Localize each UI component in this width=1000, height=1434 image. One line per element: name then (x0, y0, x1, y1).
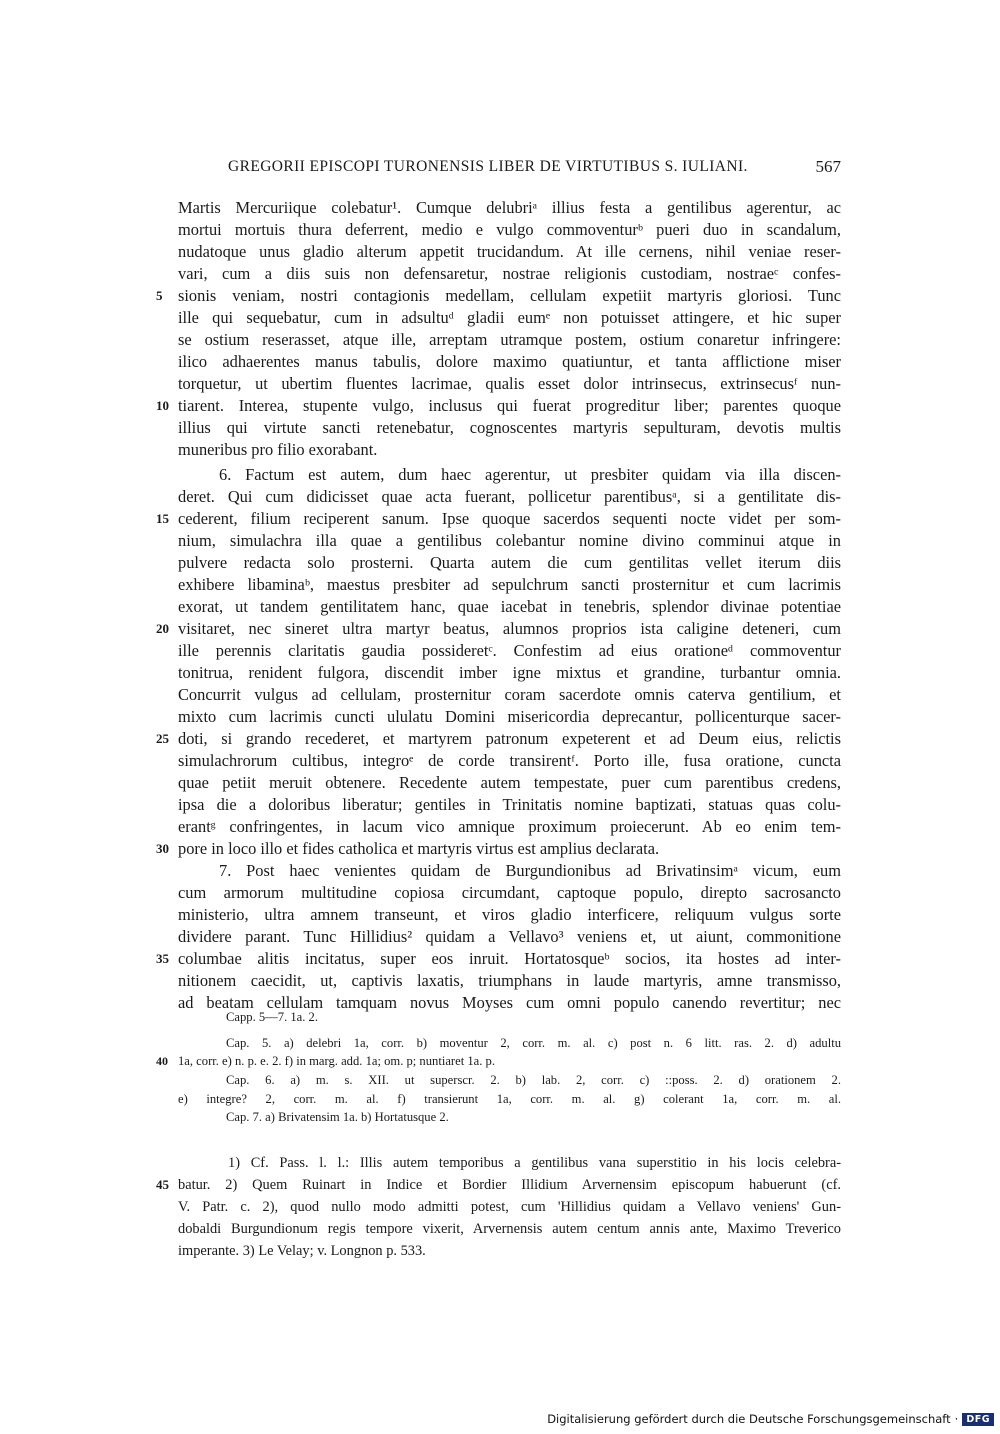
line-number: 35 (156, 951, 169, 966)
text-line: cederent, filium reciperent sanum. Ipse quoque sacerdos sequenti nocte videt per som- (178, 509, 841, 528)
line-number: 40 (156, 1054, 168, 1068)
apparatus-line: 1a, corr. e) n. p. e. 2. f) in marg. add. 1a; om. p; nuntiaret 1a. p. (178, 1054, 495, 1068)
text-line: mixto cum lacrimis cuncti ululatu Domini misericordia deprecantur, pollicenturque sacer- (178, 707, 841, 726)
text-line: quae petiit meruit obtenere. Recedente autem tempestate, puer cum parentibus credens, (178, 773, 841, 792)
text-line: visitaret, nec sineret ultra martyr beatus, alumnos proprios ista caligine deteneri, cum (178, 619, 841, 638)
text-line: Martis Mercuriique colebatur¹. Cumque delubriᵃ illius festa a gentilibus agerentur, ac (178, 198, 841, 217)
page-number: 567 (815, 157, 841, 176)
footnote-line: imperante. 3) Le Velay; v. Longnon p. 533. (178, 1243, 426, 1259)
text-line: doti, si grando recederet, et martyrem patronum expeterent et ad Deum eius, relictis (178, 729, 841, 748)
line-number: 20 (156, 621, 169, 636)
text-line: pulvere redacta solo prosterni. Quarta autem die cum gentilitas vellet iterum diis (178, 553, 841, 572)
text-line: cum armorum multitudine copiosa circumdant, captoque populo, direpto sacrosancto (178, 883, 841, 902)
text-line: simulachrorum cultibus, integroᵉ de corde transirentᶠ. Porto ille, fusa oratione, cuncta (178, 751, 841, 770)
dfg-logo: DFG (962, 1413, 994, 1426)
line-number: 5 (156, 288, 163, 303)
text-line: tonitrua, renident fulgora, discendit imber igne mixtus et grandine, turbantur omnia. (178, 663, 841, 682)
line-number: 10 (156, 398, 169, 413)
text-line: mortui mortuis thura deferrent, medio e vulgo commoventurᵇ pueri duo in scandalum, (178, 220, 841, 239)
text-line: sionis veniam, nostri contagionis medellam, cellulam expetiit martyris gloriosi. Tunc (178, 286, 841, 305)
text-line: vari, cum a diis suis non defensaretur, nostrae religionis custodiam, nostraeᶜ confes- (178, 264, 841, 283)
text-line: illius qui virtute sancti retenebatur, cognoscentes martyris sepulturam, devotis multis (178, 418, 841, 437)
footnote-line: V. Patr. c. 2), quod nullo modo admitti potest, cum 'Hillidius quidam a Vellavo veniens' Gun- (178, 1199, 841, 1215)
text-line: ilico adhaerentes manus tabulis, dolore maximo quatiuntur, et tanta afflictione miser (178, 352, 841, 371)
apparatus-line: Cap. 5. a) delebri 1a, corr. b) moventur 2, corr. m. al. c) post n. 6 litt. ras. 2. d) adultu (226, 1036, 841, 1050)
text-line: tiarent. Interea, stupente vulgo, inclusus qui fuerat progreditur liber; parentes quoque (178, 396, 841, 415)
text-line: ipsa die a doloribus liberatur; gentiles in Trinitatis nomine baptizati, statuas quas colu- (178, 795, 841, 814)
footnote-line: batur. 2) Quem Ruinart in Indice et Bordier Illidium Arvernensim episcopum habuerunt (cf. (178, 1177, 841, 1193)
digitization-footer: Digitalisierung gefördert durch die Deutsche Forschungsgemeinschaft · DFG (547, 1412, 994, 1426)
text-line: exorat, ut tandem gentilitatem hanc, quae iacebat in tenebris, splendor divinae potentiae (178, 597, 841, 616)
text-line: nitionem caecidit, ut, captivis laxatis, triumphans in laude martyris, amne transmisso, (178, 971, 841, 990)
text-line: exhibere libaminaᵇ, maestus presbiter ad sepulchrum sancti prosternitur et cum lacrimis (178, 575, 841, 594)
line-number: 30 (156, 841, 169, 856)
chapter-6-start: 6. Factum est autem, dum haec agerentur, ut presbiter quidam via illa discen- (219, 465, 841, 484)
running-header (228, 158, 841, 184)
line-number: 15 (156, 511, 169, 526)
apparatus-line: Cap. 6. a) m. s. XII. ut superscr. 2. b) lab. 2, corr. c) ::poss. 2. d) orationem 2. (226, 1073, 841, 1087)
chapter-7-start: 7. Post haec venientes quidam de Burgundionibus ad Brivatinsimᵃ vicum, eum (219, 861, 841, 880)
text-line: erantᵍ confringentes, in lacum vico amnique proximum proiecerunt. Ab eo enim tem- (178, 817, 841, 836)
text-line: Concurrit vulgus ad cellulam, prosternitur coram sacerdote omnis caterva gentilium, et (178, 685, 841, 704)
text-line: ille qui sequebatur, cum in adsultuᵈ gladii eumᵉ non potuisset attingere, et hic super (178, 308, 841, 327)
text-line: muneribus pro filio exorabant. (178, 440, 378, 459)
footnote-line: 1) Cf. Pass. l. l.: Illis autem temporibus a gentilibus vana superstitio in his locis celebra- (228, 1155, 841, 1171)
text-line: nudatoque unus gladio alterum appetit trucidandum. At ille cernens, nihil veniae reser- (178, 242, 841, 261)
footnote-line: dobaldi Burgundionum regis tempore vixerit, Arvernensis autem centum annis ante, Maximo Treverico (178, 1221, 841, 1237)
apparatus-line: e) integre? 2, corr. m. al. f) transierunt 1a, corr. m. al. g) colerant 1a, corr. m. al. (178, 1092, 841, 1106)
text-line: nium, simulachra illa quae a gentilibus colebantur nomine divino comminui atque in (178, 531, 841, 550)
text-line: ministerio, ultra amnem transeunt, et viros gladio interficere, reliquum vulgus sorte (178, 905, 841, 924)
line-number: 25 (156, 731, 169, 746)
apparatus-line: Capp. 5—7. 1a. 2. (226, 1010, 318, 1024)
text-line: ille perennis claritatis gaudia possideretᶜ. Confestim ad eius orationeᵈ commoventur (178, 641, 841, 660)
line-number: 45 (156, 1177, 169, 1192)
text-line: se ostium reserasset, atque ille, arreptam utramque postem, ostium conaretur infringere: (178, 330, 841, 349)
text-line: dividere parant. Tunc Hillidius² quidam a Vellavo³ veniens et, ut aiunt, commonitione (178, 927, 841, 946)
text-line: deret. Qui cum didicisset quae acta fuerant, pollicetur parentibusᵃ, si a gentilitate dis- (178, 487, 841, 506)
text-line: ad beatam cellulam tamquam novus Moyses cum omni populo canendo revertitur; nec (178, 993, 841, 1012)
running-title: GREGORII EPISCOPI TURONENSIS LIBER DE VIRTUTIBUS S. IULIANI. (228, 158, 748, 175)
text-line: pore in loco illo et fides catholica et martyris virtus est amplius declarata. (178, 839, 660, 858)
footer-text: Digitalisierung gefördert durch die Deutsche Forschungsgemeinschaft (547, 1412, 951, 1426)
text-line: torquetur, ut ubertim fluentes lacrimae, qualis esset dolor intrinsecus, extrinsecusᶠ nun- (178, 374, 841, 393)
text-line: columbae alitis incitatus, super eos inruit. Hortatosqueᵇ socios, ita hostes ad inter- (178, 949, 841, 968)
apparatus-line: Cap. 7. a) Brivatensim 1a. b) Hortatusque 2. (226, 1110, 449, 1124)
